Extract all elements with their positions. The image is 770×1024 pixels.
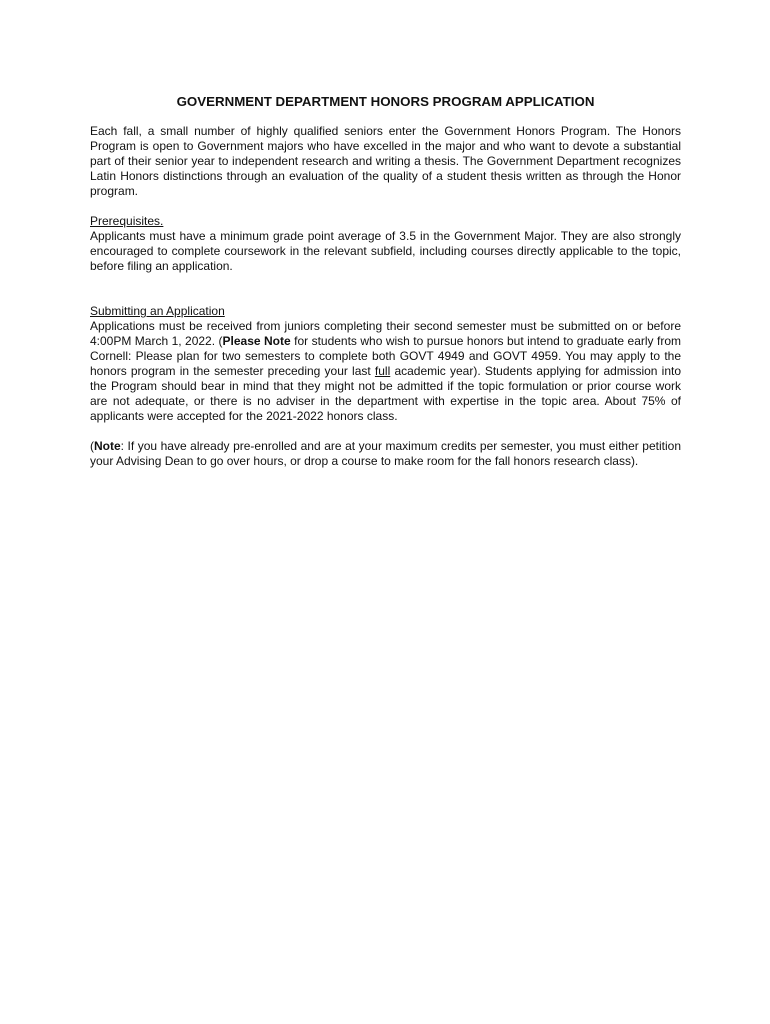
prerequisites-body: Applicants must have a minimum grade point average of 3.5 in the Government Major. They are also strongly encouraged to complete coursework in the relevant subfield, including courses directly applicable to the topic, before filing an application.: [90, 229, 681, 273]
submitting-heading: Submitting an Application: [90, 304, 225, 318]
document-title: GOVERNMENT DEPARTMENT HONORS PROGRAM APPLICATION: [176, 94, 595, 109]
note-body: : If you have already pre-enrolled and are at your maximum credits per semester, you must either petition your Advising Dean to go over hours, or drop a course to make room for the fall honors research class).: [90, 439, 681, 468]
prerequisites-section: [90, 214, 681, 274]
note-open-paren: (: [90, 439, 94, 453]
submitting-section: [90, 304, 681, 424]
submitting-body-part3: academic year). Students applying for admission into the Program should bear in mind that they might not be admitted if the topic formulation or prior course work are not adequate, or there is no adviser in the department with expertise in the topic area. About 75% of applicants were accepted for the 2021-2022 honors class.: [90, 364, 682, 423]
submitting-body-part1: Applications must be received from juniors completing their second semester must be submitted on or before 4:00PM March 1, 2022. (: [90, 319, 681, 348]
note-paragraph: [90, 439, 681, 469]
full-word: full: [374, 364, 391, 378]
document-page: [90, 94, 681, 469]
prerequisites-heading: Prerequisites.: [90, 214, 164, 228]
please-note-label: Please Note: [222, 334, 291, 348]
submitting-body-part2: for students who wish to pursue honors but intend to graduate early from Cornell: Please plan for two semesters to complete both GOVT 4949 and GOVT 4959. You may apply to the honors program in the semester preceding your last: [90, 334, 681, 378]
note-label: Note: [94, 439, 121, 453]
intro-paragraph: Each fall, a small number of highly qualified seniors enter the Government Honors Program. The Honors Program is open to Government majors who have excelled in the major and who want to devote a substantial part of their senior year to independent research and writing a thesis. The Government Department recognizes Latin Honors distinctions through an evaluation of the quality of a student thesis written as through the Honor program.: [90, 124, 681, 198]
